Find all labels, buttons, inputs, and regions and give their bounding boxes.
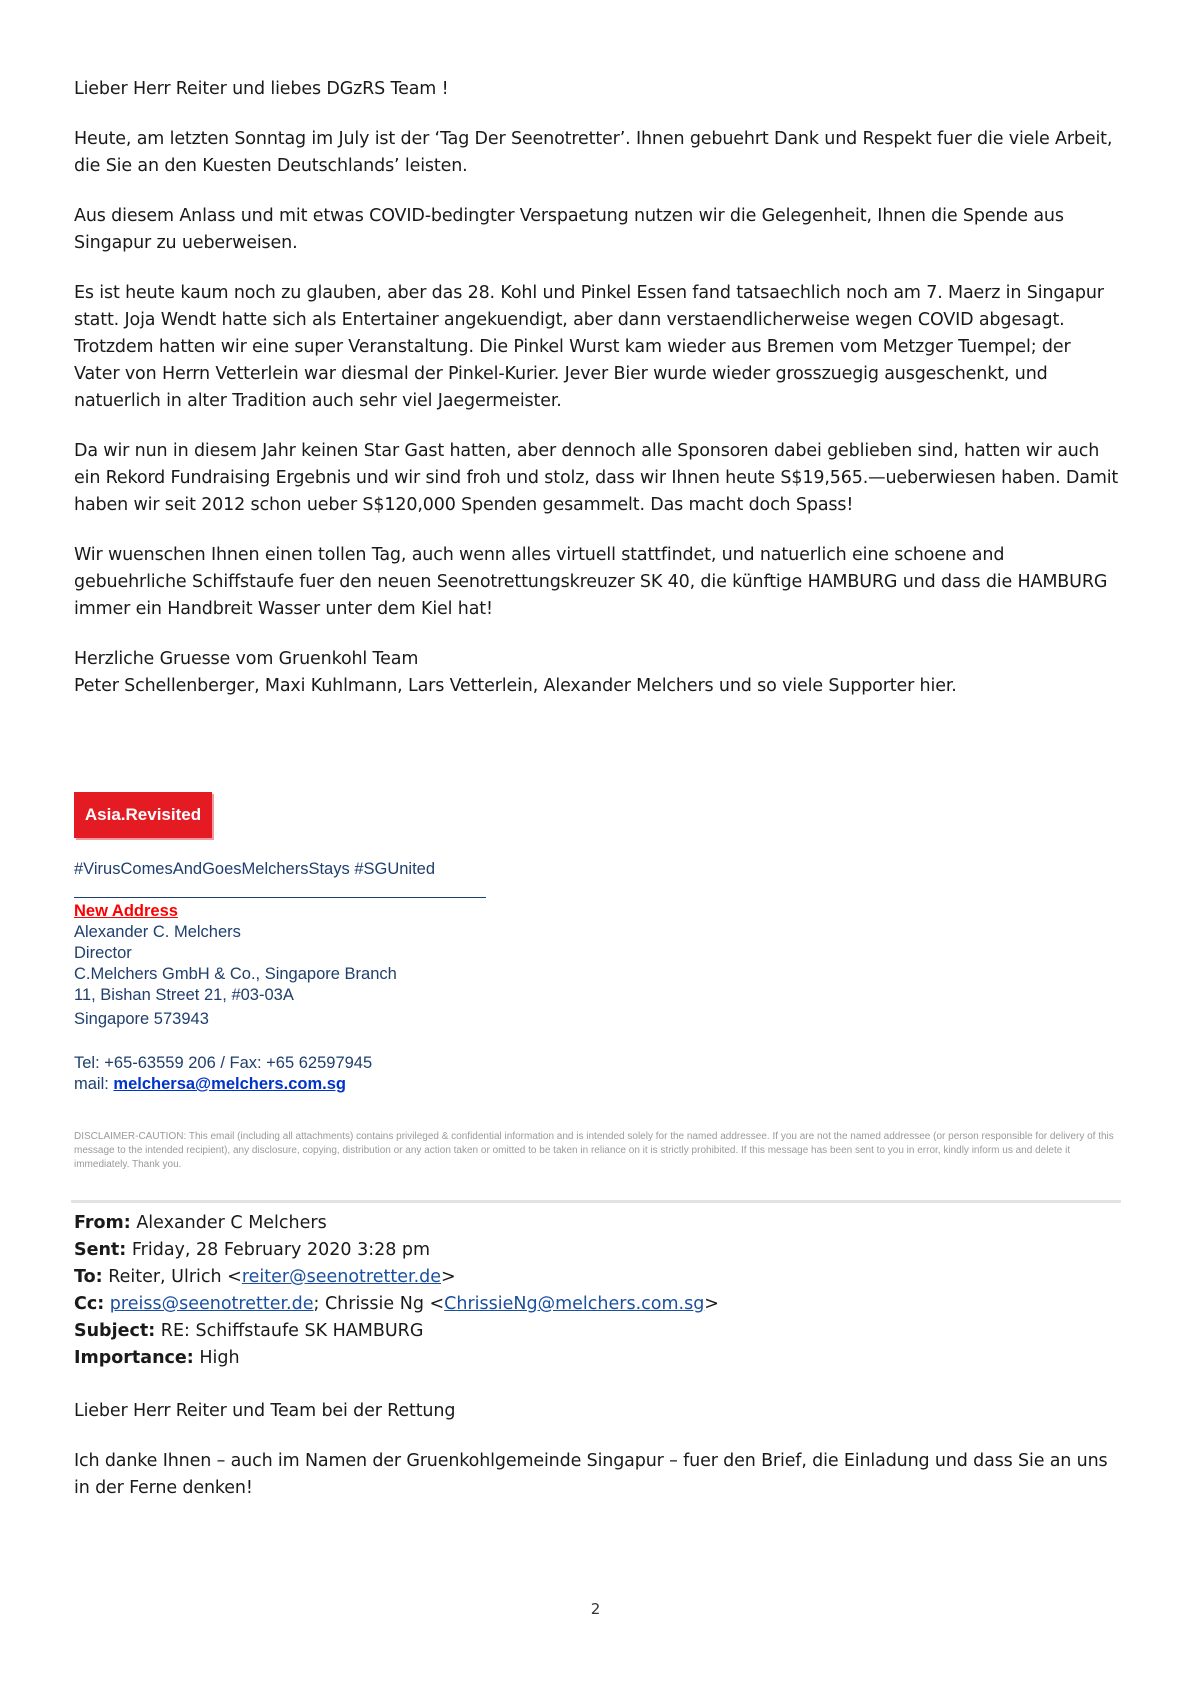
spacer xyxy=(74,257,1120,280)
spacer xyxy=(74,103,1120,126)
new-address-label: New Address xyxy=(74,902,178,920)
header-sent xyxy=(74,1237,1120,1264)
reply-body xyxy=(74,1398,1120,1502)
spacer xyxy=(74,1425,1120,1448)
signature-mail-link[interactable]: melchersa@melchers.com.sg xyxy=(113,1075,346,1093)
spacer xyxy=(74,415,1120,438)
letter-signers: Peter Schellenberger, Maxi Kuhlmann, Lars Vetterlein, Alexander Melchers und so viele Supporter hier. xyxy=(74,676,957,696)
signature-phone: Tel: +65-63559 206 / Fax: +65 62597945 xyxy=(74,1054,373,1072)
header-importance xyxy=(74,1345,1120,1372)
to-name: Reiter, Ulrich < xyxy=(108,1267,242,1287)
reply-paragraph: Ich danke Ihnen – auch im Namen der Gruenkohlgemeinde Singapur – fuer den Brief, die Einladung und dass Sie an uns in der Ferne denken! xyxy=(74,1451,1108,1498)
from-value: Alexander C Melchers xyxy=(136,1213,327,1233)
letter-paragraph: Aus diesem Anlass und mit etwas COVID-bedingter Verspaetung nutzen wir die Gelegenheit, Ihnen die Spende aus Singapur zu ueberweisen. xyxy=(74,206,1064,253)
header-separator xyxy=(71,1200,1121,1203)
letter-paragraph: Es ist heute kaum noch zu glauben, aber das 28. Kohl und Pinkel Essen fand tatsaechlich noch am 7. Maerz in Singapur statt. Joja Wendt hatte sich als Entertainer angekuendigt, aber dann verstaendlicherweise wegen COVID abgesagt. Trotzdem hatten wir eine super Veranstaltung. Die Pinkel Wurst kam wieder aus Bremen vom Metzger Tuempel; der Vater von Herrn Vetterlein war diesmal der Pinkel-Kurier. Jever Bier wurde wieder grosszuegig ausgeschenkt, und natuerlich in alter Tradition auch sehr viel Jaegermeister. xyxy=(74,283,1104,411)
cc-label: Cc: xyxy=(74,1294,105,1314)
subject-label: Subject: xyxy=(74,1321,156,1341)
signature-hashtag: #VirusComesAndGoesMelchersStays #SGUnited xyxy=(74,860,436,878)
header-from xyxy=(74,1210,1120,1237)
signature-divider xyxy=(74,897,486,898)
to-label: To: xyxy=(74,1267,103,1287)
signature-company: C.Melchers GmbH & Co., Singapore Branch xyxy=(74,965,397,983)
cc-email-link[interactable]: ChrissieNg@melchers.com.sg xyxy=(444,1294,705,1314)
signature-name: Alexander C. Melchers xyxy=(74,923,241,941)
letter-paragraph: Wir wuenschen Ihnen einen tollen Tag, auch wenn alles virtuell stattfindet, und natuerlich eine schoene and gebuehrliche Schiffstaufe fuer den neuen Seenotrettungskreuzer SK 40, die künftige HAMBURG und dass die HAMBURG immer ein Handbreit Wasser unter dem Kiel hat! xyxy=(74,545,1108,619)
cc-end: > xyxy=(704,1294,719,1314)
from-label: From: xyxy=(74,1213,131,1233)
reply-greeting: Lieber Herr Reiter und Team bei der Rettung xyxy=(74,1401,456,1421)
importance-value: High xyxy=(199,1348,240,1368)
signature-mail xyxy=(74,1075,346,1094)
spacer xyxy=(74,623,1120,646)
sent-label: Sent: xyxy=(74,1240,127,1260)
company-logo: Asia.Revisited xyxy=(74,792,212,838)
header-cc xyxy=(74,1291,1120,1318)
cc-name: ; Chrissie Ng < xyxy=(313,1294,445,1314)
signature-city: Singapore 573943 xyxy=(74,1010,209,1028)
cc-email-link[interactable]: preiss@seenotretter.de xyxy=(109,1294,314,1314)
mail-label: mail: xyxy=(74,1075,114,1093)
importance-label: Importance: xyxy=(74,1348,194,1368)
spacer xyxy=(74,180,1120,203)
signature-street: 11, Bishan Street 21, #03-03A xyxy=(74,986,294,1004)
letter-paragraph: Heute, am letzten Sonntag im July ist der ‘Tag Der Seenotretter’. Ihnen gebuehrt Dank und Respekt fuer die viele Arbeit, die Sie an den Kuesten Deutschlands’ leisten. xyxy=(74,129,1113,176)
sent-value: Friday, 28 February 2020 3:28 pm xyxy=(131,1240,431,1260)
letter-greeting: Lieber Herr Reiter und liebes DGzRS Team ! xyxy=(74,79,449,99)
letter-paragraph: Da wir nun in diesem Jahr keinen Star Gast hatten, aber dennoch alle Sponsoren dabei geblieben sind, hatten wir auch ein Rekord Fundraising Ergebnis und wir sind froh und stolz, dass wir Ihnen heute S$19,565.—ueberwiesen haben. Damit haben wir seit 2012 schon ueber S$120,000 Spenden gesammelt. Das macht doch Spass! xyxy=(74,441,1119,515)
subject-value: RE: Schiffstaufe SK HAMBURG xyxy=(160,1321,424,1341)
to-email-link[interactable]: reiter@seenotretter.de xyxy=(241,1267,442,1287)
email-header xyxy=(74,1210,1120,1372)
letter-body xyxy=(74,76,1120,700)
letter-closing: Herzliche Gruesse vom Gruenkohl Team xyxy=(74,649,419,669)
page-number: 2 xyxy=(590,1600,601,1618)
disclaimer: DISCLAIMER-CAUTION: This email (including all attachments) contains privileged & confidential information and is intended solely for the named addressee. If you are not the named addressee (or person responsible for delivery of this message to the intended recipient), any disclosure, copying, distribution or any action taken or omitted to be taken in reliance on it is strictly prohibited. If this message has been sent to you in error, kindly inform us and delete it immediately. Thank you. xyxy=(74,1131,1114,1170)
spacer xyxy=(74,519,1120,542)
signature-title: Director xyxy=(74,944,132,962)
to-end: > xyxy=(441,1267,456,1287)
header-to xyxy=(74,1264,1120,1291)
header-subject xyxy=(74,1318,1120,1345)
